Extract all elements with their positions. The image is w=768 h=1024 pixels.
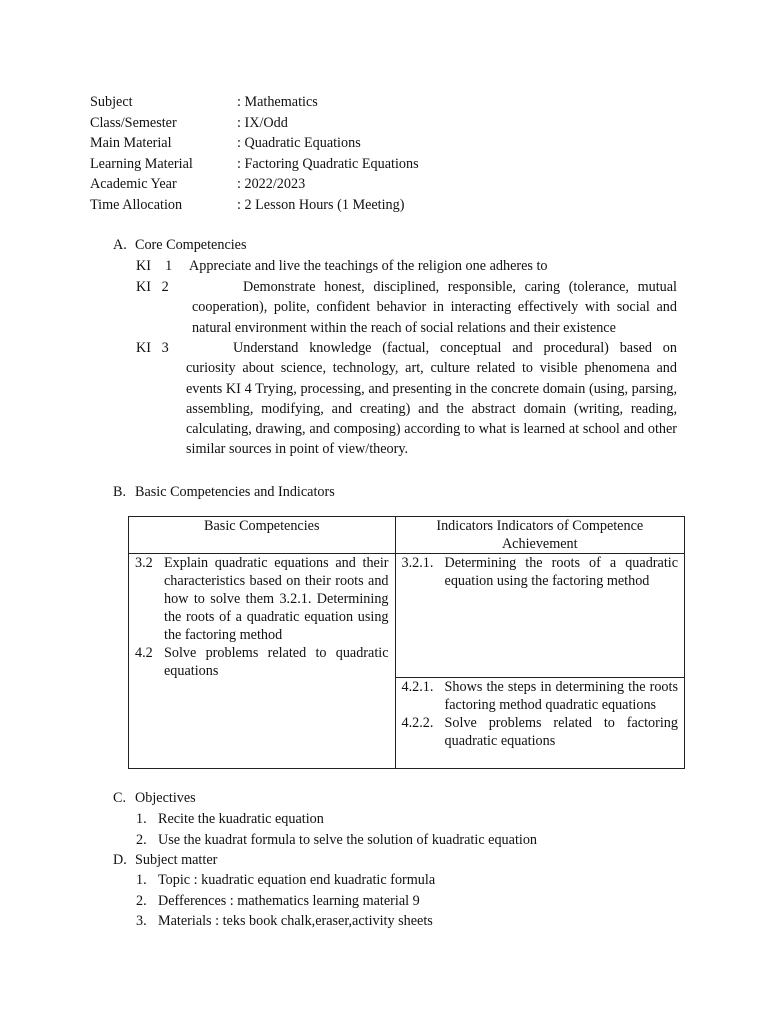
ki-tag: KI 2 <box>136 279 169 295</box>
indicator-item <box>396 714 684 750</box>
list-item <box>136 830 537 851</box>
ki-text <box>136 338 677 460</box>
indicator-item <box>396 554 684 590</box>
item-text: Shows the steps in determining the roots factoring method quadratic equations <box>444 679 678 713</box>
table-header-indicators: Indicators Indicators of Competence Achievement <box>395 517 684 554</box>
section-c-heading <box>113 788 196 809</box>
info-row-main-material <box>90 133 419 154</box>
item-number: 2. <box>136 831 147 848</box>
list-item <box>136 911 435 932</box>
info-value: : 2022/2023 <box>237 176 306 193</box>
info-label: Time Allocation <box>90 196 183 213</box>
lesson-info <box>90 92 419 216</box>
ki-text-content: Demonstrate honest, disciplined, responsible, caring (tolerance, mutual cooperation), polite, confident behavior in interacting effectively with social and natural environment within the reach of social relations and their existence <box>192 279 677 336</box>
section-a-heading <box>113 235 247 256</box>
item-text: Topic : kuadratic equation end kuadratic formula <box>158 872 436 888</box>
item-number: 4.2.1. <box>401 679 434 695</box>
section-mark: A. <box>113 237 127 253</box>
subject-matter-list <box>136 870 435 932</box>
section-title: Objectives <box>135 790 196 806</box>
ki-text: Appreciate and live the teachings of the religion one adheres to <box>189 258 548 274</box>
ki-1 <box>136 256 681 278</box>
basic-item <box>129 554 389 644</box>
section-d-heading <box>113 850 217 871</box>
item-number: 2. <box>136 892 147 909</box>
table-header-basic: Basic Competencies <box>129 517 396 554</box>
info-label: Class/Semester <box>90 114 177 131</box>
item-number: 1. <box>136 811 147 827</box>
list-item <box>136 809 537 830</box>
info-row-class <box>90 113 419 134</box>
basic-item <box>129 644 389 680</box>
list-item <box>136 870 435 891</box>
section-title: Basic Competencies and Indicators <box>135 484 335 500</box>
section-b-heading <box>113 482 335 503</box>
info-value: : Mathematics <box>237 94 318 110</box>
ki-text <box>136 277 677 338</box>
basic-competencies-cell <box>129 554 396 769</box>
item-number: 1. <box>136 872 147 888</box>
item-number: 3.2.1. <box>401 555 434 571</box>
ki-3 <box>136 338 681 462</box>
objectives-list <box>136 809 537 850</box>
item-text: Recite the kuadratic equation <box>158 811 324 827</box>
ki-text-content: Understand knowledge (factual, conceptual and procedural) based on curiosity about science, technology, art, culture related to visible phenomena and events KI 4 Trying, processing, and presenting in the concrete domain (using, parsing, assembling, modifying, and creating) and the abstract domain (writing, reading, calculating, drawing, and composing) according to what is learned at school and other similar sources in point of view/theory. <box>186 340 677 458</box>
item-text: Explain quadratic equations and their characteristics based on their roots and how to solve them 3.2.1. Determining the roots of a quadratic equation using the factoring method <box>164 555 389 643</box>
indicators-cell-b <box>395 678 684 769</box>
item-text: Defferences : mathematics learning material 9 <box>158 892 420 909</box>
indicator-item <box>396 678 684 714</box>
table-row <box>129 554 685 678</box>
info-label: Learning Material <box>90 155 193 172</box>
info-value: : 2 Lesson Hours (1 Meeting) <box>237 196 405 213</box>
section-title: Core Competencies <box>135 237 247 253</box>
item-number: 3. <box>136 913 147 930</box>
ki-tag: KI 1 <box>136 258 173 274</box>
indicators-cell-a <box>395 554 684 678</box>
info-row-subject <box>90 92 419 113</box>
item-number: 4.2.2. <box>401 715 434 731</box>
ki-tag: KI 3 <box>136 340 169 356</box>
section-title: Subject matter <box>135 852 218 868</box>
info-value: : Quadratic Equations <box>237 135 361 152</box>
section-mark: C. <box>113 790 127 806</box>
section-mark: B. <box>113 484 127 500</box>
table-header-row <box>129 517 685 554</box>
info-label: Main Material <box>90 135 172 152</box>
info-label: Subject <box>90 94 133 110</box>
list-item <box>136 891 435 912</box>
ki-2 <box>136 277 681 341</box>
item-text: Determining the roots of a quadratic equation using the factoring method <box>444 555 678 589</box>
info-row-academic-year <box>90 174 419 195</box>
competencies-table <box>128 516 685 769</box>
info-label: Academic Year <box>90 176 177 193</box>
info-value: : IX/Odd <box>237 114 288 131</box>
item-number: 3.2 <box>135 555 153 571</box>
item-number: 4.2 <box>135 645 153 661</box>
item-text: Solve problems related to factoring quadratic equations <box>444 715 678 749</box>
item-text: Use the kuadrat formula to selve the solution of kuadratic equation <box>158 831 538 848</box>
info-row-learning-material <box>90 154 419 175</box>
info-row-time-allocation <box>90 195 419 216</box>
section-mark: D. <box>113 852 127 868</box>
info-value: : Factoring Quadratic Equations <box>237 155 419 172</box>
item-text: Solve problems related to quadratic equations <box>164 645 389 679</box>
item-text: Materials : teks book chalk,eraser,activity sheets <box>158 913 433 930</box>
